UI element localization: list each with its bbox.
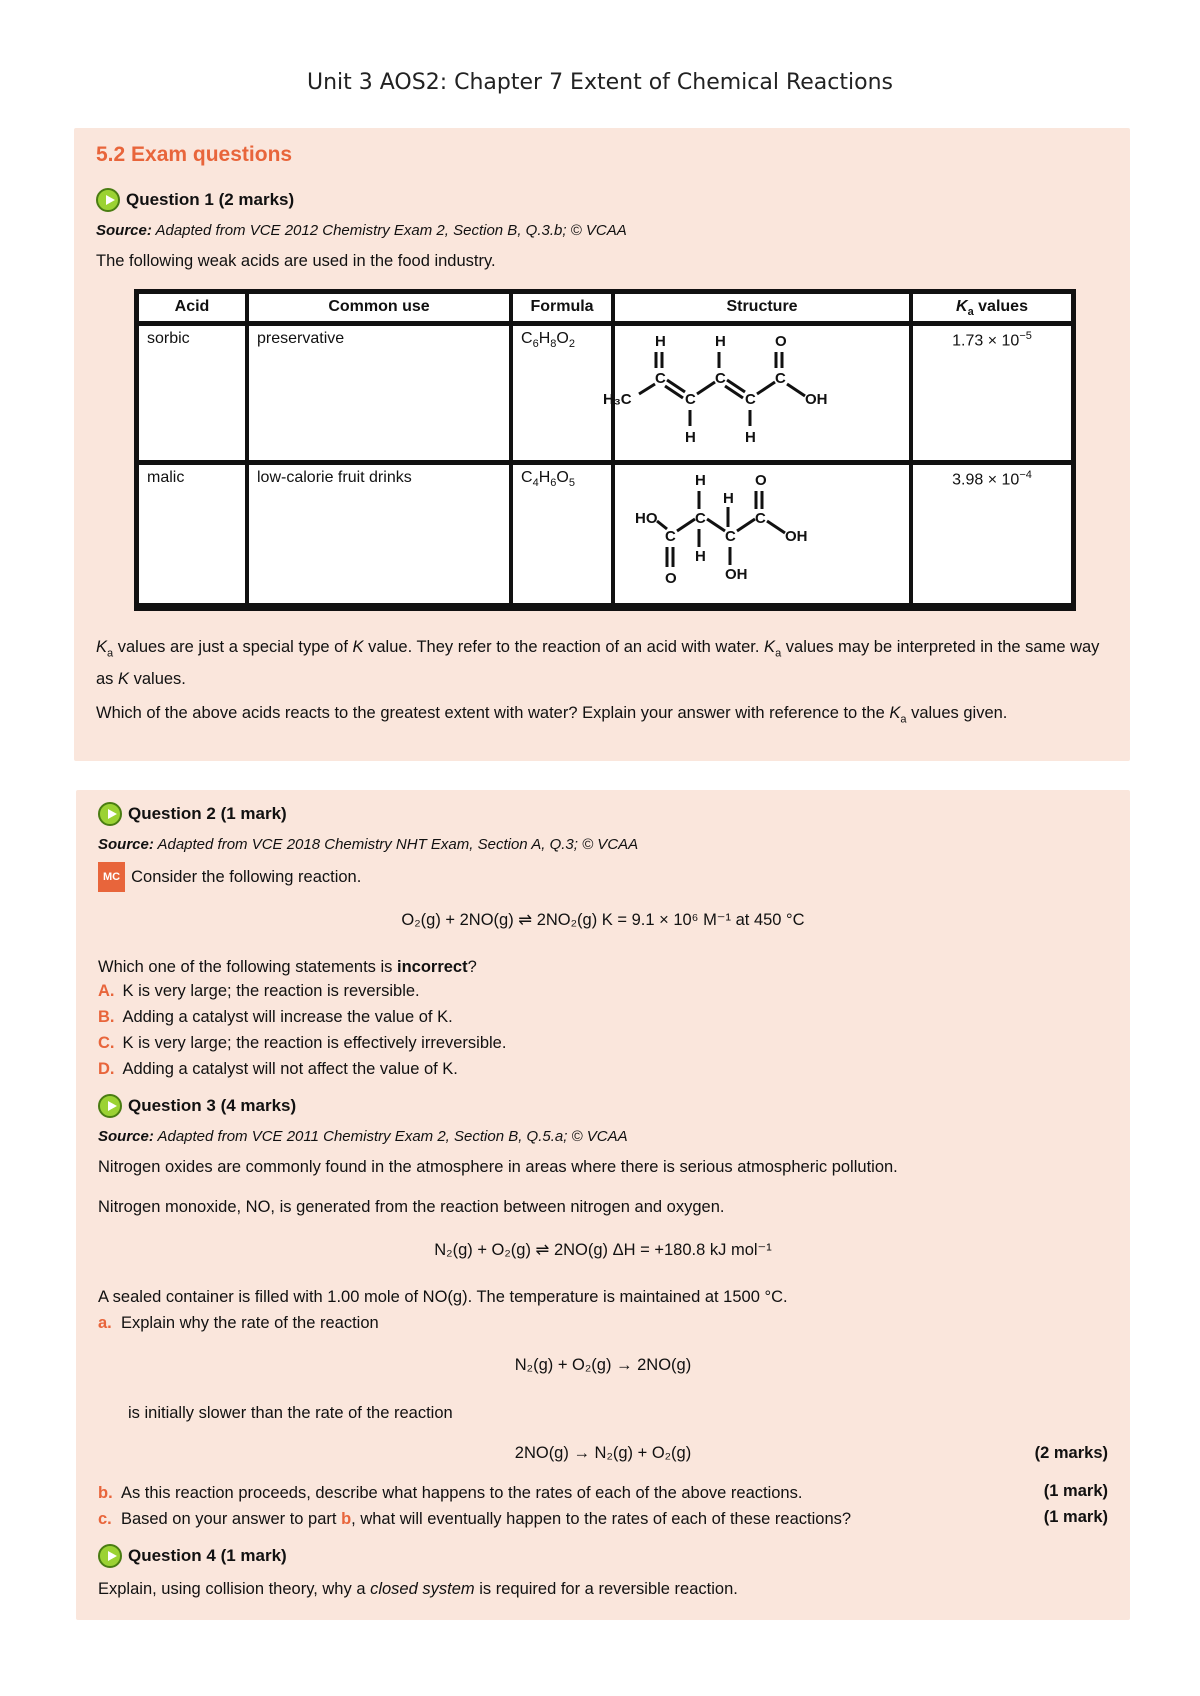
row-2-ka: $3.98 \times 10^{-4}$ xyxy=(952,469,1032,489)
question-3-p1: Nitrogen oxides are commonly found in the atmosphere in areas where there is serious atmospheric pollution. xyxy=(98,1158,898,1176)
play-icon[interactable] xyxy=(96,188,120,212)
svg-text:H: H xyxy=(695,472,706,489)
svg-text:H: H xyxy=(715,333,726,350)
acids-table xyxy=(134,289,1076,611)
header-ka-values: $K_a$ values xyxy=(956,298,1028,319)
question-3-p2: Nitrogen monoxide, NO, is generated from the reaction between nitrogen and oxygen. xyxy=(98,1198,725,1216)
question-1-source: Source: Adapted from VCE 2012 Chemistry Exam 2, Section B, Q.3.b; © VCAA xyxy=(96,222,627,239)
svg-text:O: O xyxy=(755,472,767,489)
question-1-intro: The following weak acids are used in the food industry. xyxy=(96,252,496,270)
svg-text:H: H xyxy=(695,548,706,565)
question-2-heading xyxy=(98,802,287,826)
header-common-use: Common use xyxy=(328,298,430,315)
svg-text:C: C xyxy=(715,370,726,387)
question-3-title: Question 3 (4 marks) xyxy=(128,1096,297,1115)
svg-text:C: C xyxy=(745,391,756,408)
question-2-question: Which one of the following statements is incorrect? xyxy=(98,958,477,976)
row-1-ka: $1.73 \times 10^{-5}$ xyxy=(952,330,1032,350)
row-1-acid: sorbic xyxy=(147,330,190,347)
question-2-title: Question 2 (1 mark) xyxy=(128,804,287,823)
svg-text:H: H xyxy=(655,333,666,350)
question-3-equation-1: N₂(g) + O₂(g) ⇌ 2NO(g) ΔH = +180.8 kJ mol⁻¹ xyxy=(434,1241,772,1259)
section-heading: 5.2 Exam questions xyxy=(96,143,293,166)
svg-text:H: H xyxy=(685,429,696,446)
row-2-formula: $C_4H_6O_5$ xyxy=(521,469,575,490)
svg-text:C: C xyxy=(775,370,786,387)
svg-text:H₃C: H₃C xyxy=(603,391,632,408)
svg-text:O: O xyxy=(775,333,787,350)
option-a[interactable]: A. K is very large; the reaction is reversible. xyxy=(98,982,420,1000)
svg-text:H: H xyxy=(745,429,756,446)
question-3-equation-2: N₂(g) + O₂(g) → 2NO(g) xyxy=(514,1356,692,1374)
question-3-part-b: b. As this reaction proceeds, describe what happens to the rates of each of the above reactions. xyxy=(98,1484,803,1502)
option-d[interactable]: D. Adding a catalyst will not affect the value of K. xyxy=(98,1060,458,1078)
svg-text:OH: OH xyxy=(725,566,748,583)
question-1-ka-explanation: $K_a$ values are just a special type of K value. They refer to the reaction of an acid with water. $K_a$ values may be interpreted in the same way as K values. xyxy=(96,638,1100,689)
play-icon[interactable] xyxy=(98,1094,122,1118)
sorbic-acid-structure xyxy=(603,326,909,460)
row-2-acid: malic xyxy=(147,469,185,486)
svg-text:O: O xyxy=(665,570,677,587)
question-3-c-marks: (1 mark) xyxy=(1043,1508,1108,1526)
question-1-title: Question 1 (2 marks) xyxy=(126,190,295,209)
svg-text:C: C xyxy=(755,510,766,527)
header-formula: Formula xyxy=(530,298,594,315)
question-3-heading xyxy=(98,1094,296,1118)
svg-text:C: C xyxy=(695,510,706,527)
mc-badge: MC xyxy=(98,862,125,892)
option-b[interactable]: B. Adding a catalyst will increase the value of K. xyxy=(98,1008,453,1026)
svg-text:C: C xyxy=(665,528,676,545)
question-3-b-marks: (1 mark) xyxy=(1043,1482,1108,1500)
question-3-a-marks: (2 marks) xyxy=(1034,1444,1108,1462)
malic-acid-structure xyxy=(615,465,909,599)
question-1-task: Which of the above acids reacts to the greatest extent with water? Explain your answer with reference to the $K_a$ values given. xyxy=(96,704,1008,726)
row-1-formula: $C_6H_8O_2$ xyxy=(521,330,575,351)
svg-text:HO: HO xyxy=(635,510,658,527)
option-c[interactable]: C. K is very large; the reaction is effectively irreversible. xyxy=(98,1034,507,1052)
svg-text:C: C xyxy=(685,391,696,408)
page-title: Unit 3 AOS2: Chapter 7 Extent of Chemical Reactions xyxy=(307,70,893,95)
question-3-p3: A sealed container is filled with 1.00 mole of NO(g). The temperature is maintained at 1500 °C. xyxy=(98,1288,788,1306)
svg-text:OH: OH xyxy=(785,528,808,545)
row-2-use: low-calorie fruit drinks xyxy=(257,469,412,486)
header-acid: Acid xyxy=(174,298,210,315)
svg-text:H: H xyxy=(723,490,734,507)
question-2-prompt: MC Consider the following reaction. xyxy=(98,862,361,892)
question-3-part-a: a. Explain why the rate of the reaction xyxy=(98,1314,379,1332)
play-icon[interactable] xyxy=(98,802,122,826)
header-structure: Structure xyxy=(726,298,798,315)
row-1-use: preservative xyxy=(257,330,345,347)
svg-text:OH: OH xyxy=(805,391,828,408)
question-3-part-a-cont: is initially slower than the rate of the reaction xyxy=(128,1404,453,1422)
question-3-source: Source: Adapted from VCE 2011 Chemistry Exam 2, Section B, Q.5.a; © VCAA xyxy=(98,1128,628,1145)
play-icon[interactable] xyxy=(98,1544,122,1568)
svg-text:C: C xyxy=(725,528,736,545)
question-3-equation-3: 2NO(g) → N₂(g) + O₂(g) xyxy=(514,1444,692,1462)
question-4-title: Question 4 (1 mark) xyxy=(128,1546,287,1565)
question-2-equation: O₂(g) + 2NO(g) ⇌ 2NO₂(g) K = 9.1 × 10⁶ M⁻¹ at 450 °C xyxy=(401,911,805,929)
svg-text:C: C xyxy=(655,370,666,387)
question-1-heading xyxy=(96,188,294,212)
question-4-heading xyxy=(98,1544,287,1568)
question-4-text: Explain, using collision theory, why a closed system is required for a reversible reaction. xyxy=(98,1580,738,1598)
question-3-part-c: c. Based on your answer to part b, what will eventually happen to the rates of each of these reactions? xyxy=(98,1510,852,1528)
question-2-source: Source: Adapted from VCE 2018 Chemistry NHT Exam, Section A, Q.3; © VCAA xyxy=(98,836,639,853)
